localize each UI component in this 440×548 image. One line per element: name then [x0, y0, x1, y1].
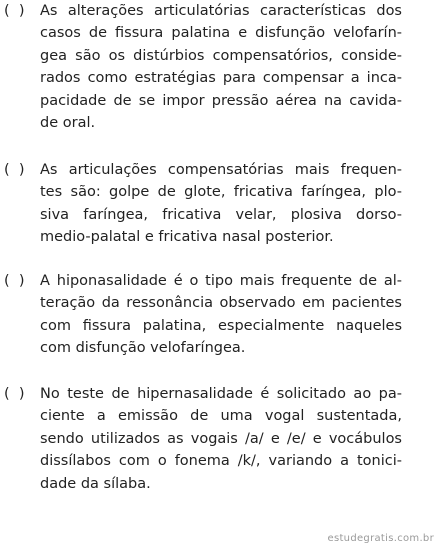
answer-marker[interactable]: ( ): [4, 3, 25, 19]
statement-line: A hiponasalidade é o tipo mais frequente de al-: [40, 273, 402, 289]
statement-line: rados como estratégias para compensar a inca-: [40, 70, 402, 87]
answer-marker[interactable]: ( ): [4, 386, 25, 402]
statement-line: gea são os distúrbios compensatórios, conside-: [40, 47, 402, 64]
statement-line: de oral.: [40, 115, 96, 131]
statement-line: casos de fissura palatina e disfunção velofarín-: [40, 25, 402, 42]
statement-line: com fissura palatina, especialmente naqueles: [40, 317, 402, 334]
site-watermark: estudegratis.com.br: [327, 533, 434, 544]
statement-line: As alterações articulatórias características dos: [40, 3, 402, 19]
statement-line: medio-palatal e fricativa nasal posterior.: [40, 229, 334, 246]
statement-line: dade da sílaba.: [40, 475, 151, 492]
statement-line: siva faríngea, fricativa velar, plosiva dorso-: [40, 206, 402, 223]
answer-marker[interactable]: ( ): [4, 273, 25, 289]
statement-line: As articulações compensatórias mais frequen-: [40, 162, 402, 178]
statement-line: sendo utilizados as vogais /a/ e /e/ e vocábulos: [40, 430, 402, 447]
statement-line: ciente a emissão de uma vogal sustentada,: [40, 408, 402, 425]
statement-line: dissílabos com o fonema /k/, variando a tonici-: [40, 453, 402, 470]
statement-line: teração da ressonância observado em pacientes: [40, 295, 402, 312]
statement-line: tes são: golpe de glote, fricativa faríngea, plo-: [40, 184, 402, 201]
statement-line: com disfunção velofaríngea.: [40, 340, 246, 357]
statement-line: pacidade de se impor pressão aérea na cavida-: [40, 92, 402, 109]
answer-marker[interactable]: ( ): [4, 162, 25, 178]
statement-line: No teste de hipernasalidade é solicitado ao pa-: [40, 386, 402, 402]
